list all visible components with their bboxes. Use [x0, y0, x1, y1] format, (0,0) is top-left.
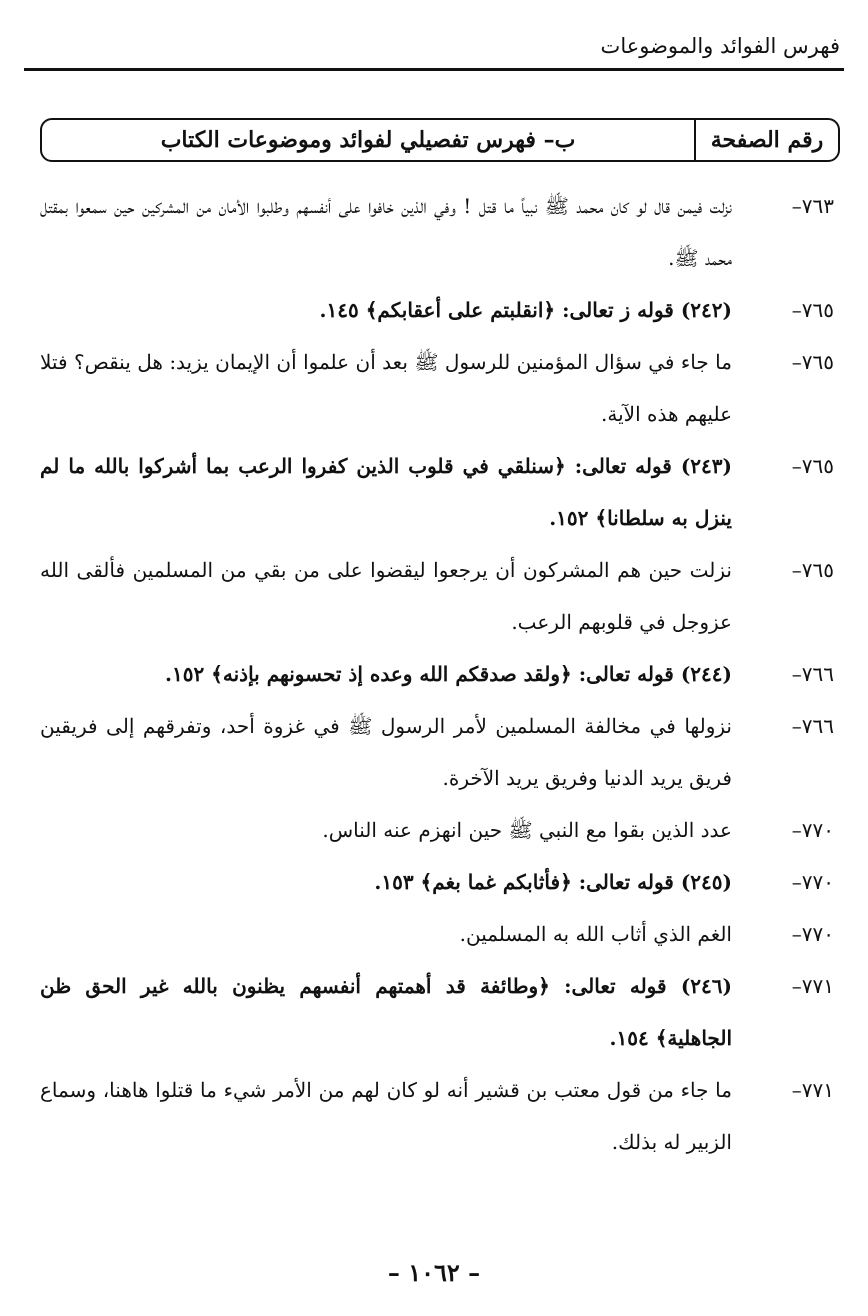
entry-page-number: ٧٧١– — [791, 974, 834, 998]
entry-page-number: ٧٦٥– — [791, 454, 834, 478]
index-title: ب– فهرس تفصيلي لفوائد وموضوعات الكتاب — [160, 127, 576, 153]
page-folio: – ١٠٦٢ – — [387, 1258, 481, 1287]
entry-text: ما جاء في سؤال المؤمنين للرسول ﷺ بعد أن علموا أن الإيمان يزيد: هل ينقص؟ فتلا عليهم هذه الآية. — [40, 350, 732, 426]
index-entry — [40, 700, 840, 804]
page-number-column-header: رقم الصفحة — [694, 120, 838, 160]
index-entry — [40, 1064, 840, 1168]
entry-text: نزلت فيمن قال لو كان محمد ﷺ نبياً ما قتل ! وفي الذين خافوا على أنفسهم وطلبوا الأمان من المشركين حين سمعوا بمقتل محمد ﷺ. — [40, 194, 732, 270]
entry-page-number: ٧٧٠– — [791, 818, 834, 842]
index-entry — [40, 336, 840, 440]
index-entry — [40, 804, 840, 856]
entry-text: الغم الذي أثاب الله به المسلمين. — [459, 922, 732, 946]
entry-text: عدد الذين بقوا مع النبي ﷺ حين انهزم عنه الناس. — [322, 818, 732, 842]
entry-page-number: ٧٧٠– — [791, 922, 834, 946]
entry-text: (٢٤٤) قوله تعالى: ﴿ولقد صدقكم الله وعده إذ تحسونهم بإذنه﴾ ١٥٢. — [165, 662, 732, 686]
entry-text: نزولها في مخالفة المسلمين لأمر الرسول ﷺ في غزوة أحد، وتفرقهم إلى فريقين فريق يريد الدنيا وفريق يريد الآخرة. — [40, 714, 732, 790]
entry-page-number: ٧٧١– — [791, 1078, 834, 1102]
index-entry — [40, 908, 840, 960]
index-entry — [40, 960, 840, 1064]
entry-page-number: ٧٦٦– — [791, 662, 834, 686]
index-entry — [40, 856, 840, 908]
running-head: فهرس الفوائد والموضوعات — [600, 34, 840, 58]
entry-page-number: ٧٧٠– — [791, 870, 834, 894]
index-entry — [40, 648, 840, 700]
entry-page-number: ٧٦٦– — [791, 714, 834, 738]
entry-page-number: ٧٦٥– — [791, 298, 834, 322]
entry-page-number: ٧٦٥– — [791, 558, 834, 582]
entry-page-number: ٧٦٥– — [791, 350, 834, 374]
entry-text: (٢٤٦) قوله تعالى: ﴿وطائفة قد أهمتهم أنفسهم يظنون بالله غير الحق ظن الجاهلية﴾ ١٥٤. — [40, 974, 732, 1050]
entry-text: (٢٤٥) قوله تعالى: ﴿فأثابكم غما بغم﴾ ١٥٣. — [374, 870, 732, 894]
entry-text: ما جاء من قول معتب بن قشير أنه لو كان لهم من الأمر شيء ما قتلوا هاهنا، وسماع الزبير له بذلك. — [40, 1078, 732, 1154]
index-entry — [40, 284, 840, 336]
index-entry — [40, 440, 840, 544]
index-entries — [40, 180, 840, 1168]
entry-text: (٢٤٣) قوله تعالى: ﴿سنلقي في قلوب الذين كفروا الرعب بما أشركوا بالله ما لم ينزل به سلطانا﴾ ١٥٢. — [40, 454, 732, 530]
index-entry — [40, 544, 840, 648]
table-header — [40, 118, 840, 162]
entry-text: نزلت حين هم المشركون أن يرجعوا ليقضوا على من بقي من المسلمين فألقى الله عزوجل في قلوبهم الرعب. — [40, 558, 732, 634]
header-rule — [24, 68, 844, 71]
index-entry — [40, 180, 840, 284]
entry-text: (٢٤٢) قوله ز تعالى: ﴿انقلبتم على أعقابكم﴾ ١٤٥. — [319, 298, 732, 322]
entry-page-number: ٧٦٣– — [791, 194, 834, 218]
